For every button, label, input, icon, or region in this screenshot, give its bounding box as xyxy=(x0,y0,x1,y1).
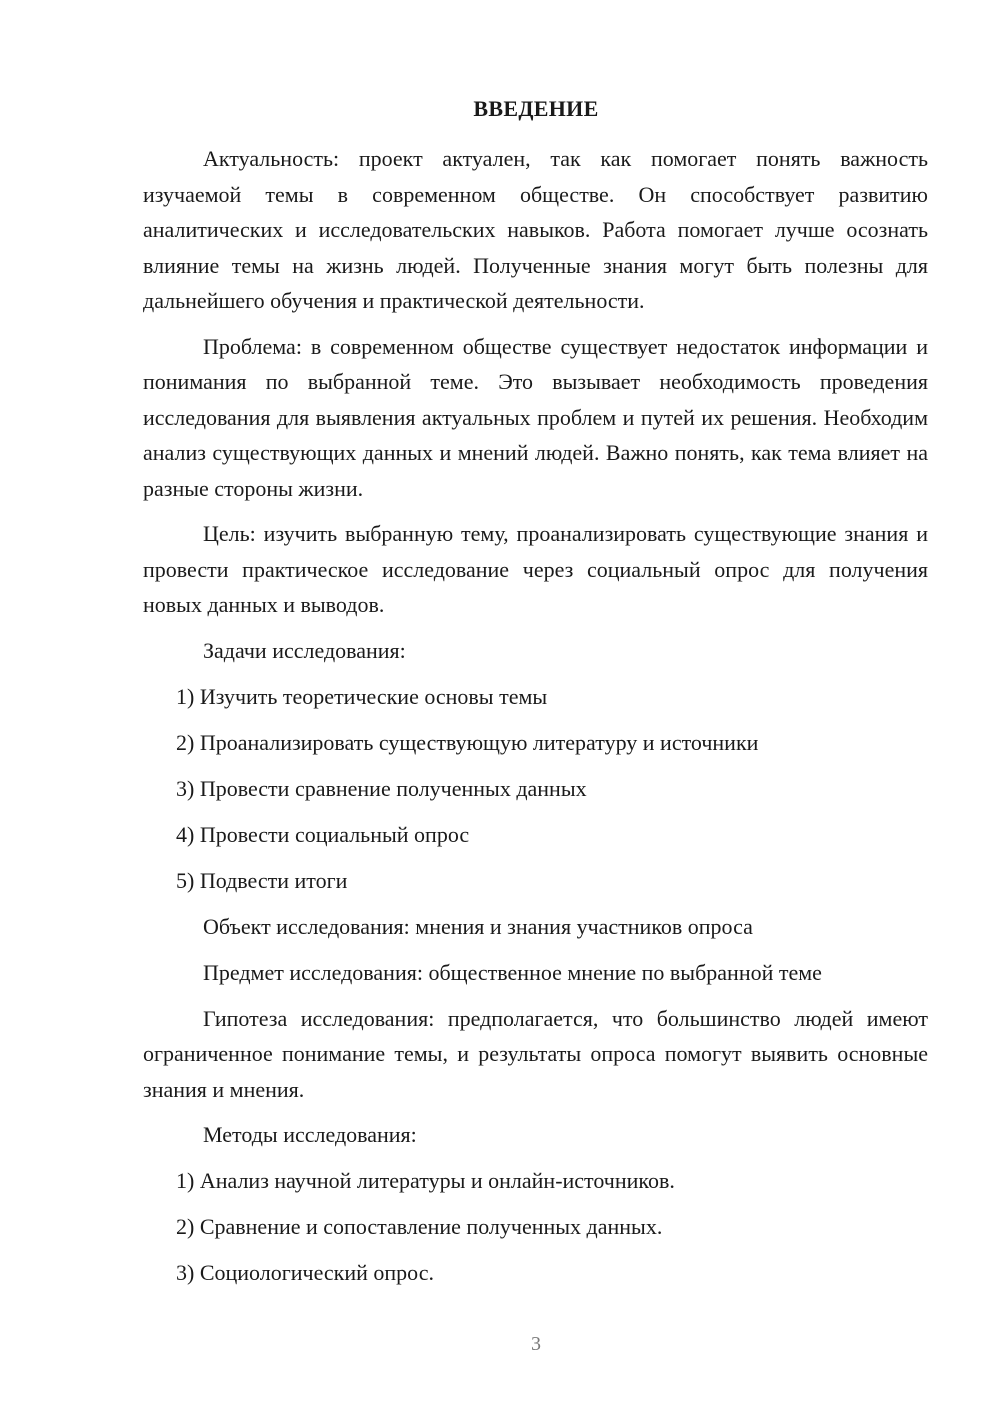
document-body xyxy=(143,141,928,1301)
relevance-paragraph: Актуальность: проект актуален, так как помогает понять важность изучаемой темы в современном обществе. Он способствует развитию аналитических и исследовательских навыков. Работа помогает лучше осознать влияние темы на жизнь людей. Полученные знания могут быть полезны для дальнейшего обучения и практической деятельности. xyxy=(143,146,928,313)
task-item-1: 1) Изучить теоретические основы темы xyxy=(176,683,548,709)
page-number: 3 xyxy=(531,1333,541,1355)
tasks-label: Задачи исследования: xyxy=(203,637,406,663)
methods-label: Методы исследования: xyxy=(203,1122,417,1147)
method-item-1: 1) Анализ научной литературы и онлайн-источников. xyxy=(176,1168,675,1193)
task-item-3: 3) Провести сравнение полученных данных xyxy=(176,775,587,801)
section-heading: ВВЕДЕНИЕ xyxy=(473,96,599,121)
research-subject: Предмет исследования: общественное мнение по выбранной теме xyxy=(203,959,822,985)
problem-paragraph: Проблема: в современном обществе существует недостаток информации и понимания по выбранной теме. Это вызывает необходимость проведения исследования для выявления актуальных проблем и путей их решения. Необходим анализ существующих данных и мнений людей. Важно понять, как тема влияет на разные стороны жизни. xyxy=(143,333,928,501)
method-item-2: 2) Сравнение и сопоставление полученных данных. xyxy=(176,1214,663,1239)
method-item-3: 3) Социологический опрос. xyxy=(176,1260,434,1285)
hypothesis-paragraph: Гипотеза исследования: предполагается, что большинство людей имеют ограниченное понимание темы, и результаты опроса помогут выявить основные знания и мнения. xyxy=(143,1005,928,1102)
task-item-5: 5) Подвести итоги xyxy=(176,867,348,893)
goal-paragraph: Цель: изучить выбранную тему, проанализировать существующие знания и провести практическое исследование через социальный опрос для получения новых данных и выводов. xyxy=(143,521,928,617)
task-item-4: 4) Провести социальный опрос xyxy=(176,821,470,847)
research-object: Объект исследования: мнения и знания участников опроса xyxy=(203,913,753,939)
task-item-2: 2) Проанализировать существующую литературу и источники xyxy=(176,729,759,755)
